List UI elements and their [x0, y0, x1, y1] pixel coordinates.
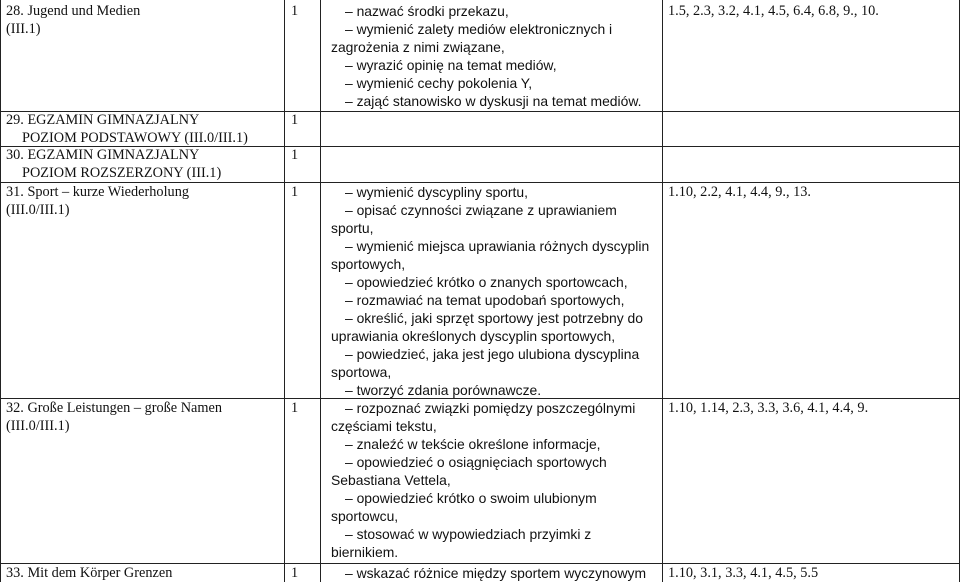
objective-item: – określić, jaki sprzęt sportowy jest potrzebny do [345, 310, 644, 326]
topic-title: 28. Jugend und Medien [6, 3, 141, 19]
topic-level: POZIOM ROZSZERZONY (III.1) [22, 165, 222, 181]
topic-level: (III.0/III.1) [6, 202, 70, 218]
objective-item: – opowiedzieć krótko o znanych sportowcach, [345, 274, 628, 290]
objective-item-cont: zagrożenia z nimi związane, [331, 39, 505, 55]
objective-item-cont: częściami tekstu, [331, 418, 437, 434]
topic-cell [6, 399, 276, 435]
topic-cell [6, 2, 276, 38]
objectives-cell [331, 399, 661, 561]
topic-level: (III.1) [6, 21, 41, 37]
objective-item-cont: sportowych, [331, 256, 406, 272]
objective-item: – znaleźć w tekście określone informacje, [345, 436, 601, 452]
objective-item: – powiedzieć, jaka jest jego ulubiona dyscyplina [345, 346, 640, 362]
objective-item: – opisać czynności związane z uprawianiem [345, 202, 617, 218]
objective-item: – tworzyć zdania porównawcze. [345, 382, 542, 398]
topic-title: 33. Mit dem Körper Grenzen [6, 565, 173, 581]
objective-item: – opowiedzieć krótko o swoim ulubionym [345, 490, 597, 506]
objective-item-cont: uprawiania określonych dyscyplin sportowych, [331, 328, 616, 344]
objective-item: – nazwać środki przekazu, [345, 3, 509, 19]
objective-item: – wyrazić opinię na temat mediów, [345, 57, 557, 73]
topic-level: POZIOM PODSTAWOWY (III.0/III.1) [22, 130, 248, 146]
objective-item-cont: Sebastiana Vettela, [331, 472, 451, 488]
objectives-cell [331, 564, 661, 582]
hours-cell: 1 [291, 565, 299, 581]
hours-cell: 1 [291, 3, 299, 19]
column-divider [320, 0, 321, 582]
objective-item: – wymienić zalety mediów elektronicznych i [345, 21, 613, 37]
objective-item: – zająć stanowisko w dyskusji na temat mediów. [345, 93, 642, 109]
objective-item: – wymienić miejsca uprawiania różnych dyscyplin [345, 238, 650, 254]
hours-cell: 1 [291, 184, 299, 200]
topic-title: 31. Sport – kurze Wiederholung [6, 184, 189, 200]
topic-cell [6, 564, 276, 582]
topic-level: (III.0/III.1) [6, 418, 70, 434]
objectives-cell [331, 183, 661, 399]
objective-item: – wymienić cechy pokolenia Y, [345, 75, 533, 91]
topic-cell [6, 111, 276, 147]
refs-cell: 1.10, 3.1, 3.3, 4.1, 4.5, 5.5 [668, 565, 819, 581]
objectives-cell [331, 2, 661, 110]
topic-cell [6, 146, 276, 182]
column-divider [0, 0, 1, 582]
hours-cell: 1 [291, 400, 299, 416]
refs-cell: 1.10, 1.14, 2.3, 3.3, 3.6, 4.1, 4.4, 9. [668, 400, 869, 416]
objective-item-cont: sportu, [331, 220, 374, 236]
objective-item-cont: biernikiem. [331, 544, 399, 560]
objective-item: – opowiedzieć o osiągnięciach sportowych [345, 454, 607, 470]
refs-cell: 1.5, 2.3, 3.2, 4.1, 4.5, 6.4, 6.8, 9., 10. [668, 3, 879, 19]
objective-item-cont: sportowcu, [331, 508, 399, 524]
objective-item: – rozpoznać związki pomiędzy poszczególnymi [345, 400, 636, 416]
objective-item: – rozmawiać na temat upodobań sportowych, [345, 292, 625, 308]
hours-cell: 1 [291, 112, 299, 128]
column-divider [284, 0, 285, 582]
column-divider [662, 0, 663, 582]
objective-item: – wymienić dyscypliny sportu, [345, 184, 528, 200]
topic-title: 32. Große Leistungen – große Namen [6, 400, 222, 416]
objective-item: – wskazać różnice między sportem wyczynowym [345, 565, 647, 581]
refs-cell: 1.10, 2.2, 4.1, 4.4, 9., 13. [668, 184, 811, 200]
topic-cell [6, 183, 276, 219]
hours-cell: 1 [291, 147, 299, 163]
topic-title: 30. EGZAMIN GIMNAZJALNY [6, 147, 200, 163]
objective-item-cont: sportowa, [331, 364, 392, 380]
objective-item: – stosować w wypowiedziach przyimki z [345, 526, 592, 542]
topic-title: 29. EGZAMIN GIMNAZJALNY [6, 112, 200, 128]
